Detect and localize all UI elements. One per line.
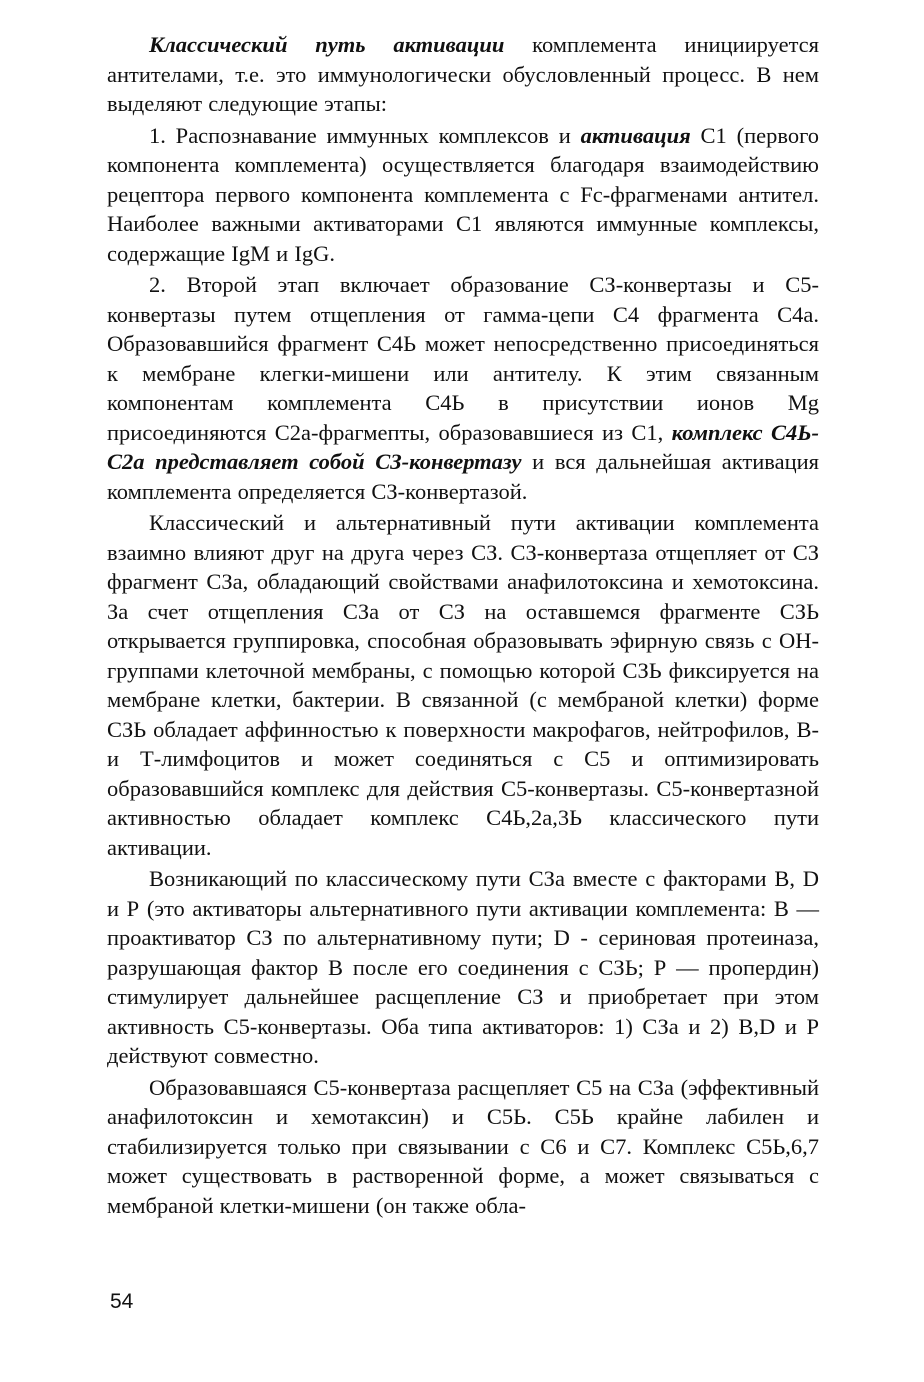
paragraph-5-text-1: Возникающий по классическому пути СЗа вместе с факторами В, D и Р (это активаторы альтернативного пути активации комплемента: В — проактиватор СЗ по альтернативному пути; D - сериновая протеиназа, разрушающая фактор В после его соединения с СЗЬ; Р — пропердин) стимулирует дальнейшее расщепление СЗ и приобретает при этом активность С5-конвертазы. Оба типа активаторов: 1) СЗа и 2) В,D и Р действуют совместно. [107, 866, 819, 1068]
paragraph-5 [107, 864, 819, 1071]
paragraph-2 [107, 121, 819, 269]
paragraph-1-text-1: комплемента инициируется антителами, т.е. это иммунологически обусловленный процесс. В нем выделяют следующие этапы: [107, 32, 820, 116]
paragraph-3-emphasis-1: комплекс С4Ь-С2а представляет собой СЗ-конвертазу [107, 419, 819, 474]
paragraph-3-text-1: 2. Второй этап включает образование СЗ-конвертазы и С5-конвертазы путем отщепления от гамма-цепи С4 фрагмента С4а. Образовавшийся фрагмент С4Ь может непосредственно присоединяться к мембране клегки-мишени или антителу. К этим связанным компонентам комплемента С4Ь в присутствии ионов Mg присоединяются С2а-фрагмепты, образовавшиеся из С1, [107, 272, 819, 445]
paragraph-2-emphasis-1: активация [580, 122, 691, 148]
paragraph-6-text-1: Образовавшаяся С5-конвертаза расщепляет С5 на СЗа (эффективный анафилотоксин и хемотаксин) и С5Ь. С5Ь крайне лабилен и стабилизируется только при связывании с С6 и С7. Комплекс С5Ь,6,7 может существовать в растворенной форме, а может связываться с мембраной клетки-мишени (он также обла- [107, 1074, 819, 1218]
paragraph-6 [107, 1073, 819, 1221]
paragraph-4 [107, 508, 819, 862]
paragraph-3 [107, 270, 819, 506]
page-number: 54 [110, 1290, 134, 1313]
page-body [107, 30, 819, 1220]
paragraph-2-text-2: С1 (первого компонента комплемента) осуществляется благодаря взаимодействию рецептора первого компонента комплемента с Fc-фрагменами антител. Наиболее важными активаторами С1 являются иммунные комплексы, содержащие IgM и IgG. [107, 122, 819, 266]
paragraph-1-emphasis-1: Классический путь активации [149, 32, 505, 57]
paragraph-2-text-1: 1. Распознавание иммунных комплексов и [149, 122, 581, 148]
paragraph-3-text-2: и вся дальнейшая активация комплемента определяется СЗ-конвертазой. [107, 449, 819, 504]
paragraph-4-text-1: Классический и альтернативный пути активации комплемента взаимно влияют друг на друга через СЗ. СЗ-конвертаза отщепляет от СЗ фрагмент СЗа, обладающий свойствами анафилотоксина и хемотоксина. За счет отщепления СЗа от СЗ на оставшемся фрагменте СЗЬ открывается группировка, способная образовывать эфирную связь с ОН-группами клеточной мембраны, с помощью которой СЗЬ фиксируется на мембране клетки, бактерии. В связанной (с мембраной клетки) форме СЗЬ обладает аффинностью к поверхности макрофагов, нейтрофилов, В- и Т-лимфоцитов и может соединяться с С5 и оптимизировать образовавшийся комплекс для действия С5-конвертазы. С5-конвертазной активностью обладает комплекс С4Ь,2а,3Ь классического пути активации. [107, 510, 819, 860]
paragraph-1 [107, 30, 819, 119]
